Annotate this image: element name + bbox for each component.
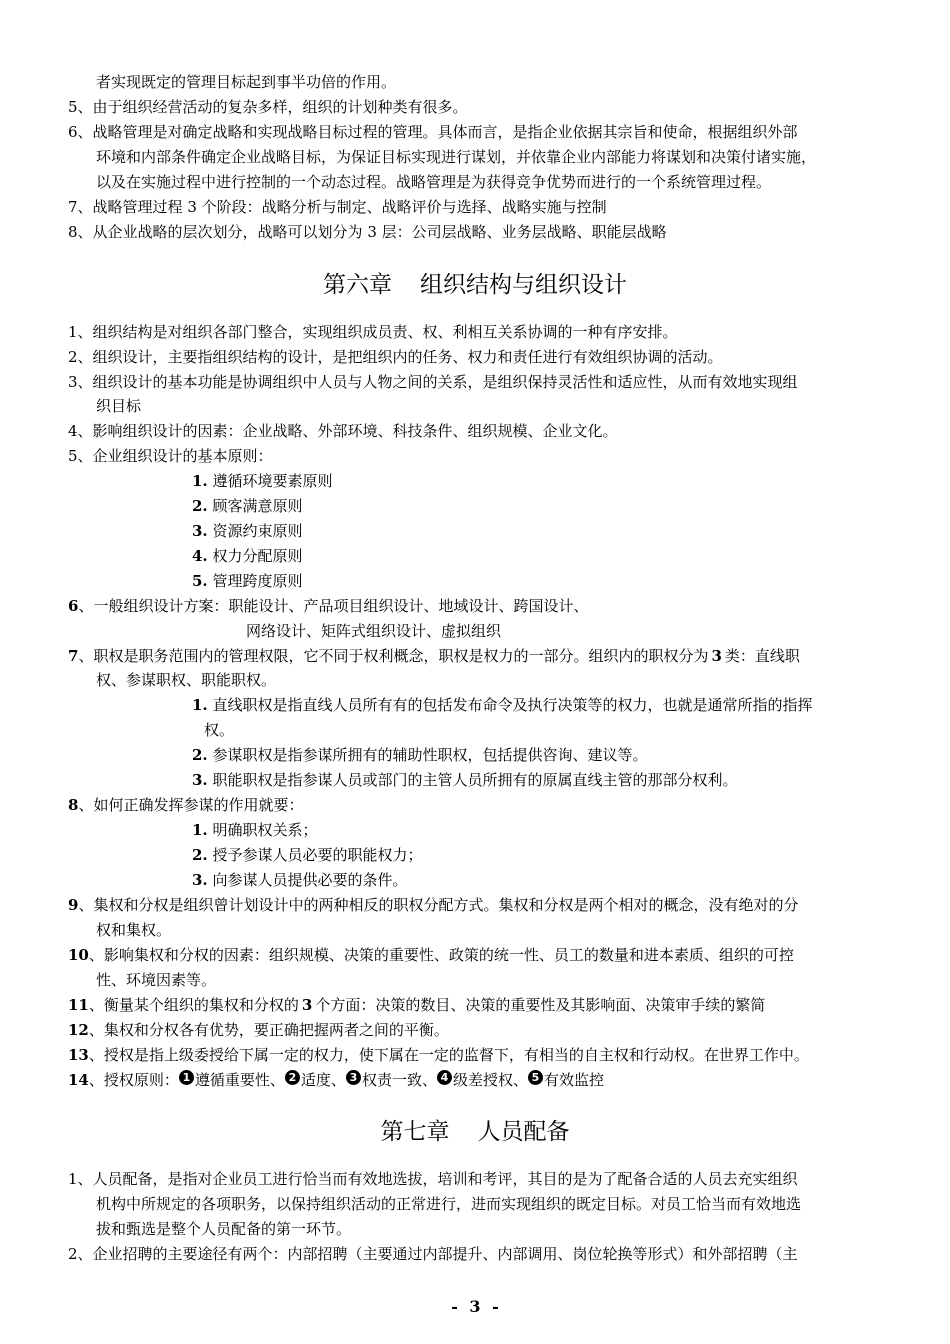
sub-item-text: 资源约束原则	[212, 522, 303, 540]
item-number: 9	[68, 896, 79, 914]
item-separator: 、	[78, 647, 94, 665]
item-number: 2、	[68, 348, 93, 366]
list-item	[68, 97, 468, 117]
item-text: 授权是指上级委授给下属一定的权力，使下属在一定的监督下，有相当的自主权和行动权。在世界工作中。	[103, 1046, 809, 1064]
item-separator: 、	[88, 1021, 104, 1039]
list-item	[68, 1020, 449, 1040]
sub-item-text: 参谋职权是指参谋所拥有的辅助性职权，包括提供咨询、建议等。	[212, 746, 648, 764]
item-number: 10	[68, 946, 89, 964]
item-number: 4、	[68, 422, 93, 440]
item-number: 12	[68, 1021, 89, 1039]
item-separator: 、	[88, 996, 104, 1014]
list-item	[68, 347, 723, 367]
sub-item-text: 顾客满意原则	[212, 497, 303, 515]
list-item	[68, 1169, 798, 1189]
list-item	[68, 1070, 604, 1090]
item-text: 职权是职务范围内的管理权限，它不同于权利概念，职权是权力的一部分。组织内的职权分为	[93, 647, 709, 665]
circled-number-icon: 1	[179, 1070, 194, 1085]
item-text: 集权和分权是组织曾计划设计中的两种相反的职权分配方式。集权和分权是两个相对的概念，没有绝对的分	[93, 896, 799, 914]
chapter-title: 组织结构与组织设计	[420, 272, 627, 298]
sub-item	[192, 870, 407, 890]
item-text-line: 权、参谋职权、职能职权。	[96, 671, 277, 689]
sub-item	[192, 571, 302, 591]
sub-item-text-line: 权。	[204, 721, 235, 739]
chapter-heading	[0, 1117, 950, 1147]
chapter-number: 第七章	[380, 1119, 450, 1145]
item-text: 授权原则：	[103, 1071, 179, 1089]
page-number: - 3 -	[451, 1297, 499, 1316]
list-item	[68, 372, 798, 392]
sub-item	[192, 496, 302, 516]
item-text-line: 织目标	[96, 397, 142, 415]
sub-item-number: 1.	[192, 472, 208, 490]
item-number: 11	[68, 996, 89, 1014]
item-number: 7、	[68, 198, 93, 216]
list-item	[68, 1244, 798, 1264]
item-text: 组织结构是对组织各部门整合，实现组织成员责、权、利相互关系协调的一种有序安排。	[92, 323, 678, 341]
item-separator: 、	[88, 946, 104, 964]
item-text: 如何正确发挥参谋的作用就要：	[93, 796, 304, 814]
list-item	[68, 596, 588, 616]
item-text-line: 机构中所规定的各项职务，以保持组织活动的正常进行，进而实现组织的既定目标。对员工恰当而有效地选	[96, 1195, 802, 1213]
list-item	[68, 646, 800, 666]
sub-item	[192, 471, 332, 491]
item-number: 8	[68, 796, 79, 814]
list-item	[68, 421, 618, 441]
item-number: 6、	[68, 123, 93, 141]
sub-item-number: 3.	[192, 522, 208, 540]
sub-item-number: 5.	[192, 572, 208, 590]
sub-item-text: 明确职权关系；	[212, 821, 318, 839]
list-item	[68, 1045, 809, 1065]
item-text-line: 权和集权。	[96, 921, 172, 939]
item-text: 集权和分权各有优势，要正确把握两者之间的平衡。	[103, 1021, 449, 1039]
item-text: 企业招聘的主要途径有两个：内部招聘（主要通过内部提升、内部调用、岗位轮换等形式）和外部招聘（主	[92, 1245, 798, 1263]
item-number: 1、	[68, 1170, 93, 1188]
item-text: 影响集权和分权的因素：组织规模、决策的重要性、政策的统一性、员工的数量和进本素质、组织的可控	[103, 946, 794, 964]
list-item	[68, 945, 794, 965]
item-text: 人员配备，是指对企业员工进行恰当而有效地选拔，培训和考评，其目的是为了配备合适的人员去充实组织	[92, 1170, 798, 1188]
item-text: 由于组织经营活动的复杂多样，组织的计划种类有很多。	[92, 98, 468, 116]
sub-item	[192, 820, 317, 840]
sub-item	[192, 745, 647, 765]
sub-item	[192, 770, 737, 790]
item-number: 13	[68, 1046, 89, 1064]
sub-item-number: 2.	[192, 746, 208, 764]
item-text: 影响组织设计的因素：企业战略、外部环境、科技条件、组织规模、企业文化。	[92, 422, 618, 440]
principle-text: 级差授权、	[452, 1071, 528, 1089]
chapter-number: 第六章	[323, 272, 392, 298]
sub-item-text: 直线职权是指直线人员所有有的包括发布命令及执行决策等的权力，也就是通常所指的指挥	[212, 696, 813, 714]
list-item	[68, 322, 678, 342]
principle-text: 有效监控	[543, 1071, 604, 1089]
sub-item-number: 2.	[192, 846, 208, 864]
paragraph-continuation: 者实现既定的管理目标起到事半功倍的作用。	[96, 73, 397, 91]
item-text-line: 以及在实施过程中进行控制的一个动态过程。战略管理是为获得竞争优势而进行的一个系统管理过程。	[96, 173, 772, 191]
list-item	[68, 197, 607, 217]
list-item	[68, 122, 798, 142]
chapter-title: 人员配备	[477, 1119, 570, 1145]
sub-item	[192, 546, 302, 566]
principle-text: 适度、	[300, 1071, 346, 1089]
item-text-line: 拔和甄选是整个人员配备的第一环节。	[96, 1220, 352, 1238]
list-item	[68, 795, 303, 815]
item-text: 一般组织设计方案：职能设计、产品项目组织设计、地域设计、跨国设计、	[93, 597, 589, 615]
item-text: 组织设计，主要指组织结构的设计，是把组织内的任务、权力和责任进行有效组织协调的活动。	[92, 348, 723, 366]
item-text-line: 性、环境因素等。	[96, 971, 217, 989]
sub-item-text: 向参谋人员提供必要的条件。	[212, 871, 408, 889]
item-text: 类：直线职	[724, 647, 800, 665]
principle-text: 遵循重要性、	[194, 1071, 285, 1089]
circled-number-icon: 3	[346, 1070, 361, 1085]
item-text: 企业组织设计的基本原则：	[92, 447, 273, 465]
item-number: 14	[68, 1071, 89, 1089]
item-separator: 、	[78, 597, 94, 615]
item-text: 组织设计的基本功能是协调组织中人员与人物之间的关系，是组织保持灵活性和适应性，从而有效地实现组	[92, 373, 798, 391]
circled-number-icon: 5	[528, 1070, 543, 1085]
list-item	[68, 222, 667, 242]
list-item	[68, 895, 798, 915]
principle-text: 权责一致、	[361, 1071, 437, 1089]
item-text: 从企业战略的层次划分，战略可以划分为 3 层：公司层战略、业务层战略、职能层战略	[92, 223, 667, 241]
sub-item-text: 管理跨度原则	[212, 572, 303, 590]
item-number: 7	[68, 647, 79, 665]
item-number: 6	[68, 597, 79, 615]
item-text: 个方面：决策的数目、决策的重要性及其影响面、决策审手续的繁简	[315, 996, 766, 1014]
item-text-line: 网络设计、矩阵式组织设计、虚拟组织	[246, 622, 502, 640]
item-text: 衡量某个组织的集权和分权的	[103, 996, 299, 1014]
sub-item-number: 4.	[192, 547, 208, 565]
item-separator: 、	[88, 1071, 104, 1089]
item-text: 战略管理是对确定战略和实现战略目标过程的管理。具体而言，是指企业依据其宗旨和使命，根据组织外部	[92, 123, 798, 141]
list-item	[68, 995, 765, 1015]
sub-item-number: 1.	[192, 821, 208, 839]
chapter-heading	[0, 270, 950, 300]
sub-item	[192, 695, 812, 715]
item-number: 3、	[68, 373, 93, 391]
item-number: 5、	[68, 447, 93, 465]
sub-item-number: 2.	[192, 497, 208, 515]
item-count: 3	[301, 996, 313, 1014]
sub-item-number: 1.	[192, 696, 208, 714]
list-item	[68, 446, 273, 466]
sub-item-text: 授予参谋人员必要的职能权力；	[212, 846, 423, 864]
sub-item	[192, 521, 302, 541]
item-separator: 、	[78, 896, 94, 914]
sub-item-text: 权力分配原则	[212, 547, 303, 565]
sub-item-text: 职能职权是指参谋人员或部门的主管人员所拥有的原属直线主管的那部分权利。	[212, 771, 738, 789]
item-number: 1、	[68, 323, 93, 341]
item-count: 3	[711, 647, 722, 665]
item-number: 2、	[68, 1245, 93, 1263]
item-text-line: 环境和内部条件确定企业战略目标，为保证目标实现进行谋划，并依靠企业内部能力将谋划和决策付诸实施，	[96, 148, 817, 166]
circled-number-icon: 4	[437, 1070, 452, 1085]
item-text: 战略管理过程 3 个阶段：战略分析与制定、战略评价与选择、战略实施与控制	[92, 198, 607, 216]
item-separator: 、	[78, 796, 94, 814]
sub-item	[192, 845, 422, 865]
circled-number-icon: 2	[285, 1070, 300, 1085]
item-number: 5、	[68, 98, 93, 116]
sub-item-number: 3.	[192, 771, 208, 789]
sub-item-text: 遵循环境要素原则	[212, 472, 333, 490]
sub-item-number: 3.	[192, 871, 208, 889]
item-separator: 、	[88, 1046, 104, 1064]
item-number: 8、	[68, 223, 93, 241]
